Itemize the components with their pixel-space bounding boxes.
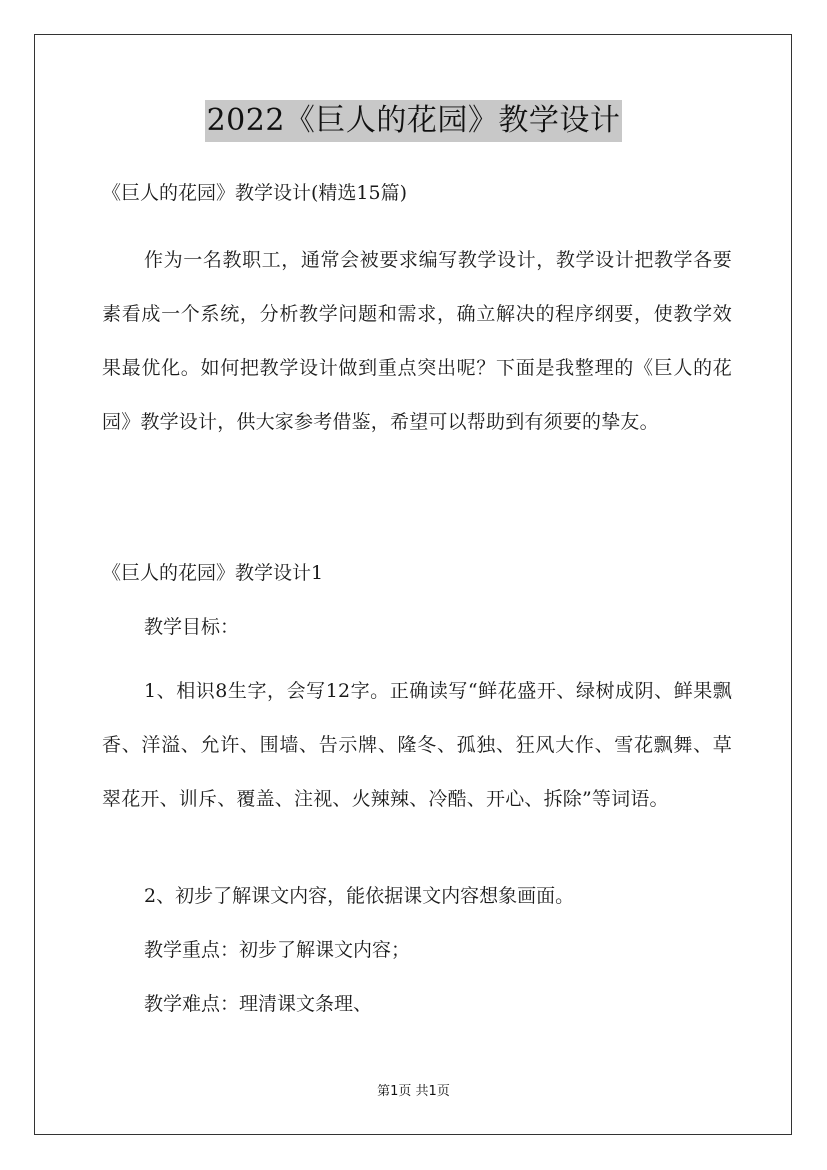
- goal-item-1: 1、相识8生字，会写12字。正确读写“鲜花盛开、绿树成阴、鲜果飘香、洋溢、允许、围墙、告示牌、隆冬、孤独、狂风大作、雪花飘舞、草翠花开、训斥、覆盖、注视、火辣辣、冷酷、开心、拆除”等词语。: [102, 680, 732, 810]
- goal-item-2: 2、初步了解课文内容，能依据课文内容想象画面。: [144, 885, 575, 907]
- goal-heading: 教学目标：: [144, 616, 240, 638]
- title-container: [0, 100, 827, 142]
- document-title: 2022《巨人的花园》教学设计: [205, 100, 623, 142]
- document-subtitle: 《巨人的花园》教学设计(精选15篇): [102, 182, 408, 204]
- section-heading: 《巨人的花园》教学设计1: [102, 562, 324, 584]
- page-footer: 第1页 共1页: [377, 1084, 450, 1099]
- intro-paragraph: 作为一名教职工，通常会被要求编写教学设计，教学设计把教学各要素看成一个系统，分析教学问题和需求，确立解决的程序纲要，使教学效果最优化。如何把教学设计做到重点突出呢？下面是我整理的《巨人的花园》教学设计，供大家参考借鉴，希望可以帮助到有须要的挚友。: [102, 249, 732, 433]
- difficulty-point: 教学难点：理清课文条理、: [144, 993, 373, 1015]
- key-point: 教学重点：初步了解课文内容；: [144, 939, 411, 961]
